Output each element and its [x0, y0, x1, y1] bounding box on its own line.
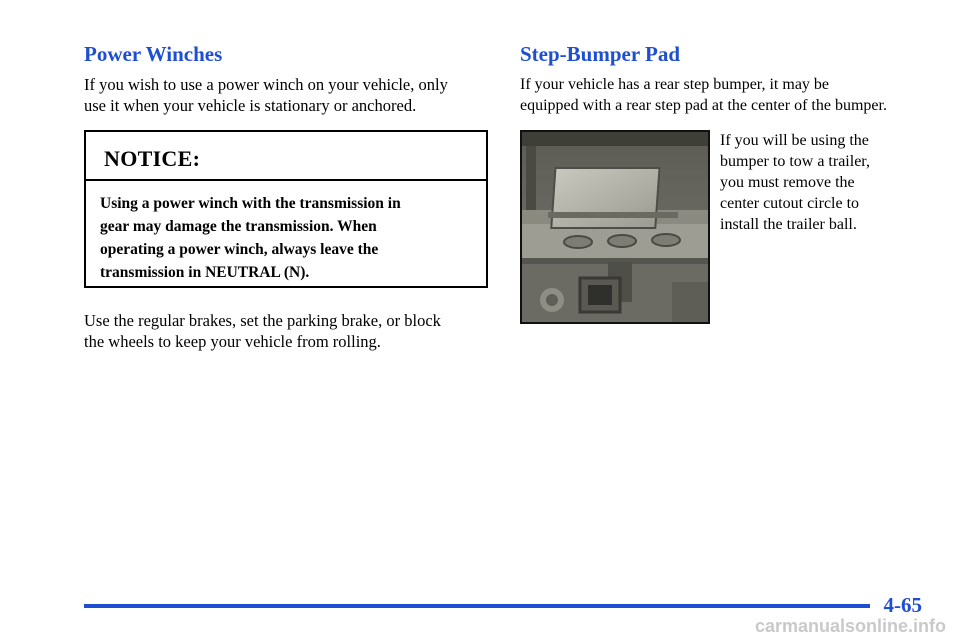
notice-text	[100, 192, 470, 284]
text-line: transmission in NEUTRAL (N).	[100, 264, 310, 281]
text-line: equipped with a rear step pad at the center of the bumper.	[520, 97, 887, 114]
page-number: 4-65	[883, 593, 922, 617]
footer-rule	[84, 604, 870, 608]
power-winches-heading: Power Winches	[84, 42, 223, 66]
text-line: If you wish to use a power winch on your vehicle, only	[84, 75, 448, 94]
text-line: you must remove the	[720, 174, 855, 191]
text-line: bumper to tow a trailer,	[720, 153, 870, 170]
text-line: operating a power winch, always leave the	[100, 241, 379, 258]
notice-box	[84, 130, 488, 288]
text-line: Use the regular brakes, set the parking brake, or block	[84, 311, 441, 330]
power-winches-closing	[84, 310, 441, 352]
notice-divider	[86, 179, 486, 181]
watermark: carmanualsonline.info	[754, 616, 946, 636]
text-line: Using a power winch with the transmission in	[100, 195, 401, 212]
text-line: install the trailer ball.	[720, 216, 857, 233]
text-line: use it when your vehicle is stationary or anchored.	[84, 96, 417, 115]
notice-title: NOTICE:	[104, 146, 201, 171]
step-bumper-intro	[520, 74, 887, 116]
text-line: gear may damage the transmission. When	[100, 218, 377, 235]
power-winches-intro	[84, 74, 448, 116]
step-bumper-side-text	[720, 130, 870, 235]
step-bumper-heading: Step-Bumper Pad	[520, 42, 681, 66]
text-line: If you will be using the	[720, 132, 869, 149]
text-line: If your vehicle has a rear step bumper, it may be	[520, 76, 830, 93]
text-line: center cutout circle to	[720, 195, 860, 212]
bumper-illustration	[522, 132, 708, 322]
step-bumper-photo	[520, 130, 710, 324]
text-line: the wheels to keep your vehicle from rolling.	[84, 332, 381, 351]
